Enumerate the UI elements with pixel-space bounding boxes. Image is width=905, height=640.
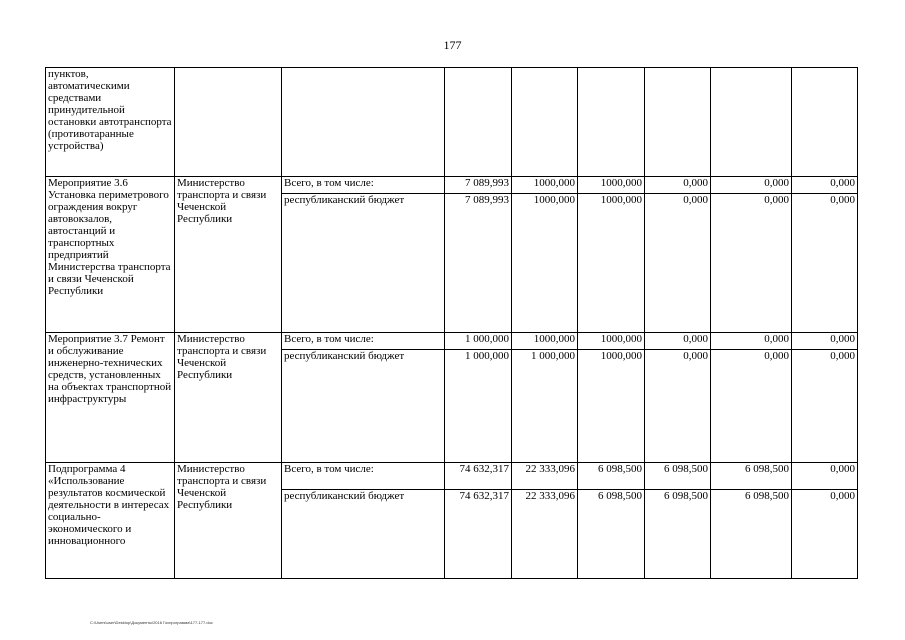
activity-name-cell: Мероприятие 3.7 Ремонт и обслуживание инженерно-технических средств, установленных на объектах транспортной инфраструктуры xyxy=(46,333,175,463)
funding-source-cell xyxy=(282,333,445,463)
amount-cell xyxy=(445,333,512,463)
amount-cell xyxy=(711,177,792,333)
amount-value: 0,000 xyxy=(645,349,710,462)
funding-source-label: республиканский бюджет xyxy=(282,489,444,578)
funding-source-label: Всего, в том числе: xyxy=(284,333,374,345)
amount-value: 0,000 xyxy=(683,177,708,189)
amount-value xyxy=(512,68,577,176)
amount-cell xyxy=(445,463,512,579)
amount-cell xyxy=(578,333,645,463)
funding-source-cell xyxy=(282,177,445,333)
amount-value: 0,000 xyxy=(764,333,789,345)
executor-cell: Министерство транспорта и связи Чеченской Республики xyxy=(175,463,282,579)
amount-cell xyxy=(645,333,711,463)
amount-cell xyxy=(512,463,578,579)
executor-cell: Министерство транспорта и связи Чеченской Республики xyxy=(175,177,282,333)
amount-value: 0,000 xyxy=(830,333,855,345)
funding-source-label: республиканский бюджет xyxy=(282,193,444,332)
amount-value: 1 000,000 xyxy=(512,349,577,462)
amount-value: 0,000 xyxy=(764,177,789,189)
amount-cell xyxy=(645,177,711,333)
amount-cell xyxy=(711,333,792,463)
funding-source-label: республиканский бюджет xyxy=(282,349,444,462)
amount-value xyxy=(792,68,857,176)
amount-cell xyxy=(578,177,645,333)
amount-value: 74 632,317 xyxy=(445,489,511,578)
amount-value xyxy=(645,68,710,176)
amount-cell xyxy=(512,68,578,177)
amount-value: 74 632,317 xyxy=(459,463,509,475)
amount-value: 0,000 xyxy=(830,463,855,475)
amount-value: 1 000,000 xyxy=(445,349,511,462)
funding-source-cell xyxy=(282,463,445,579)
amount-value: 1 000,000 xyxy=(465,333,509,345)
amount-value: 1000,000 xyxy=(533,333,575,345)
amount-value: 0,000 xyxy=(683,333,708,345)
amount-cell xyxy=(512,333,578,463)
amount-value: 1000,000 xyxy=(512,193,577,332)
amount-value: 22 333,096 xyxy=(512,489,577,578)
amount-cell xyxy=(445,177,512,333)
funding-source-label: Всего, в том числе: xyxy=(284,177,374,189)
amount-cell xyxy=(445,68,512,177)
amount-value: 0,000 xyxy=(711,193,791,332)
amount-value: 1000,000 xyxy=(578,349,644,462)
amount-value: 6 098,500 xyxy=(745,463,789,475)
budget-table xyxy=(45,67,858,579)
amount-cell xyxy=(512,177,578,333)
amount-value: 0,000 xyxy=(711,349,791,462)
executor-cell xyxy=(175,68,282,177)
table-row xyxy=(46,333,858,463)
amount-cell xyxy=(578,68,645,177)
amount-cell xyxy=(792,68,858,177)
amount-value: 6 098,500 xyxy=(711,489,791,578)
amount-value xyxy=(445,68,511,176)
amount-value: 6 098,500 xyxy=(578,489,644,578)
amount-value xyxy=(578,68,644,176)
funding-source-label xyxy=(282,68,444,176)
table-row xyxy=(46,177,858,333)
activity-name-cell: пунктов, автоматическими средствами принудительной остановки автотранспорта (противотаранные устройства) xyxy=(46,68,175,177)
amount-value: 1000,000 xyxy=(600,177,642,189)
activity-name-cell: Мероприятие 3.6 Установка периметрового ограждения вокруг автовокзалов, автостанций и транспортных предприятий Министерства транспорта и связи Чеченской Республики xyxy=(46,177,175,333)
amount-value: 0,000 xyxy=(830,177,855,189)
amount-value: 22 333,096 xyxy=(525,463,575,475)
amount-value: 0,000 xyxy=(645,193,710,332)
amount-value: 1000,000 xyxy=(578,193,644,332)
amount-value: 0,000 xyxy=(792,193,857,332)
amount-cell xyxy=(578,463,645,579)
activity-name-cell: Подпрограмма 4 «Использование результатов космической деятельности в интересах социально-экономического и инновационного xyxy=(46,463,175,579)
amount-cell xyxy=(711,68,792,177)
amount-cell xyxy=(645,68,711,177)
amount-value: 1000,000 xyxy=(600,333,642,345)
amount-value: 6 098,500 xyxy=(598,463,642,475)
amount-value: 6 098,500 xyxy=(664,463,708,475)
amount-value: 0,000 xyxy=(792,349,857,462)
amount-value: 7 089,993 xyxy=(445,193,511,332)
amount-value: 7 089,993 xyxy=(465,177,509,189)
amount-value: 0,000 xyxy=(792,489,857,578)
amount-cell xyxy=(792,333,858,463)
funding-source-cell xyxy=(282,68,445,177)
funding-source-label: Всего, в том числе: xyxy=(284,463,374,475)
amount-cell xyxy=(711,463,792,579)
file-path-footer: C:\Users\user\Desktop\Документы\2016 Госпрограмма\177-177.doc xyxy=(90,620,213,625)
amount-value: 6 098,500 xyxy=(645,489,710,578)
amount-cell xyxy=(792,177,858,333)
table-row xyxy=(46,68,858,177)
amount-value xyxy=(711,68,791,176)
page-number: 177 xyxy=(443,38,462,52)
amount-value: 1000,000 xyxy=(533,177,575,189)
executor-cell: Министерство транспорта и связи Чеченской Республики xyxy=(175,333,282,463)
amount-cell xyxy=(792,463,858,579)
amount-cell xyxy=(645,463,711,579)
table-row xyxy=(46,463,858,579)
